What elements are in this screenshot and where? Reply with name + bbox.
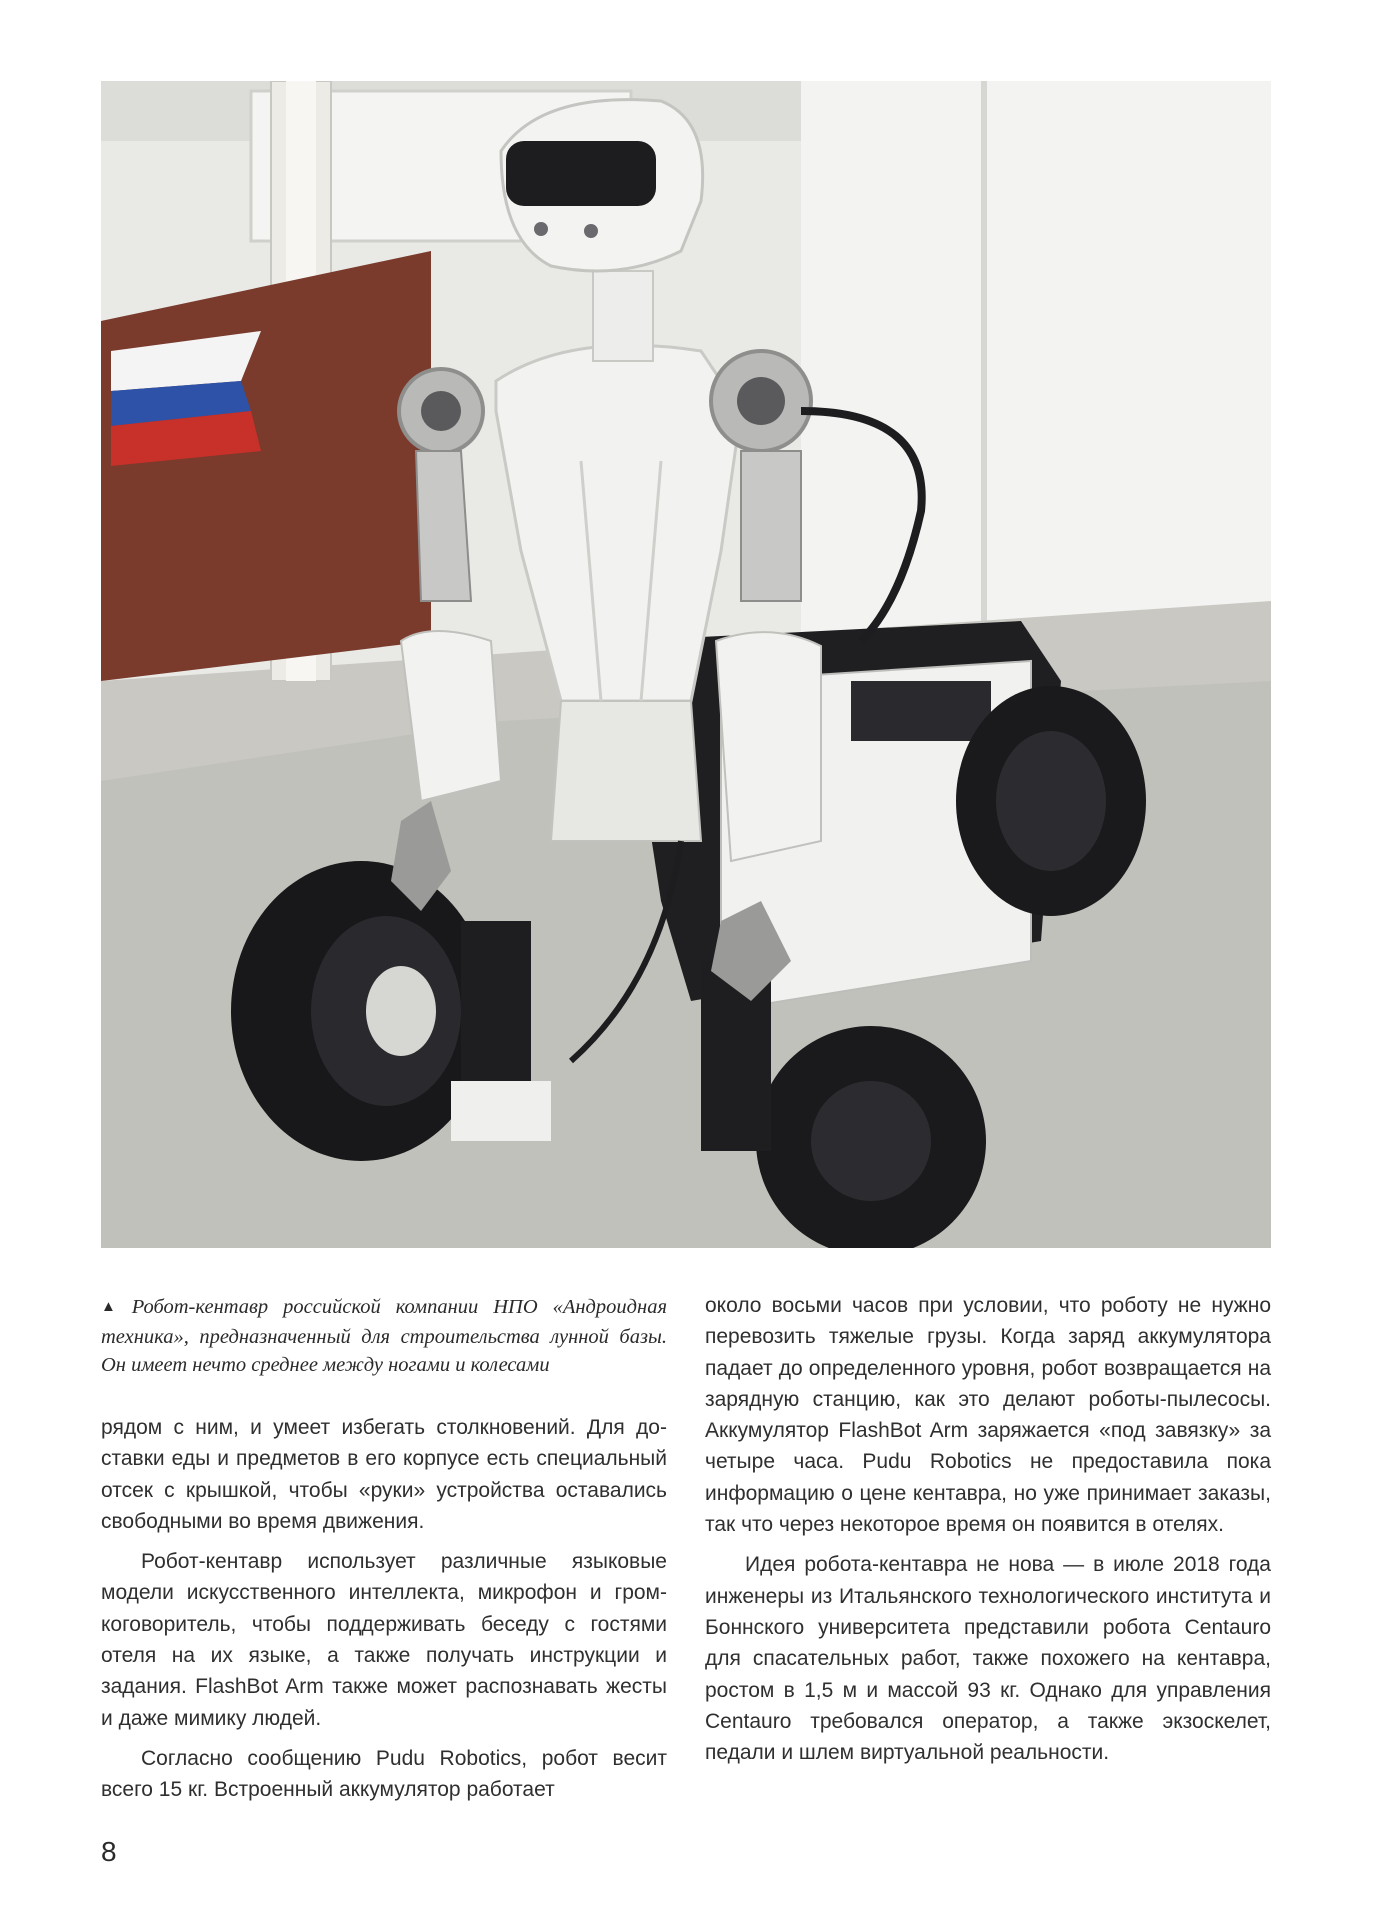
left-column xyxy=(101,1412,667,1806)
caption-text: Робот-кентавр российской компании НПО «Андроидная техника», предназначенный для строительства лунной базы. Он имеет нечто среднее между ногами и колесами xyxy=(101,1296,667,1376)
caption-triangle-icon: ▲ xyxy=(101,1299,126,1315)
paragraph: Робот-кентавр использует различные языковые модели искусственного интеллекта, микрофон и громкоговоритель, чтобы поддерживать беседу с гостями отеля на их языке, а также получать инструкции и задания. FlashBot Arm также может распознавать жесты и даже мимику людей. xyxy=(101,1550,667,1730)
photo-caption xyxy=(101,1293,667,1379)
paragraph: около восьми часов при условии, что роботу не нужно перевозить тяжелые грузы. Когда заряд аккумулятора падает до определенного уровня, робот возвращается на зарядную станцию, как это делают роботы-пылесосы. Аккумулятор FlashBot Arm заряжается «под завязку» за четыре часа. Pudu Robotics не предоставила пока информацию о цене кентавра, но уже принимает заказы, так что через некоторое время он появится в отелях. xyxy=(705,1294,1271,1537)
page-number: 8 xyxy=(101,1836,117,1867)
paragraph: Согласно сообщению Pudu Robotics, робот весит всего 15 кг. Встроенный аккумулятор работает xyxy=(101,1746,667,1802)
right-column xyxy=(705,1290,1271,1768)
paragraph: рядом с ним, и умеет избегать столкновений. Для доставки еды и предметов в его корпусе есть специальный отсек с крышкой, чтобы «руки» устройства оставались свободными во время движения. xyxy=(101,1416,667,1533)
article-photo xyxy=(101,81,1271,1248)
robot-centaur-image xyxy=(101,81,1271,1248)
paragraph: Идея робота-кентавра не нова — в июле 2018 года инженеры из Итальянского технологического института и Боннского университета представили робота Centauro для спасательных работ, также похожего на кентавра, ростом в 1,5 м и массой 93 кг. Однако для управления Centauro требовался оператор, а также экзоскелет, педали и шлем виртуальной реальности. xyxy=(705,1553,1271,1765)
